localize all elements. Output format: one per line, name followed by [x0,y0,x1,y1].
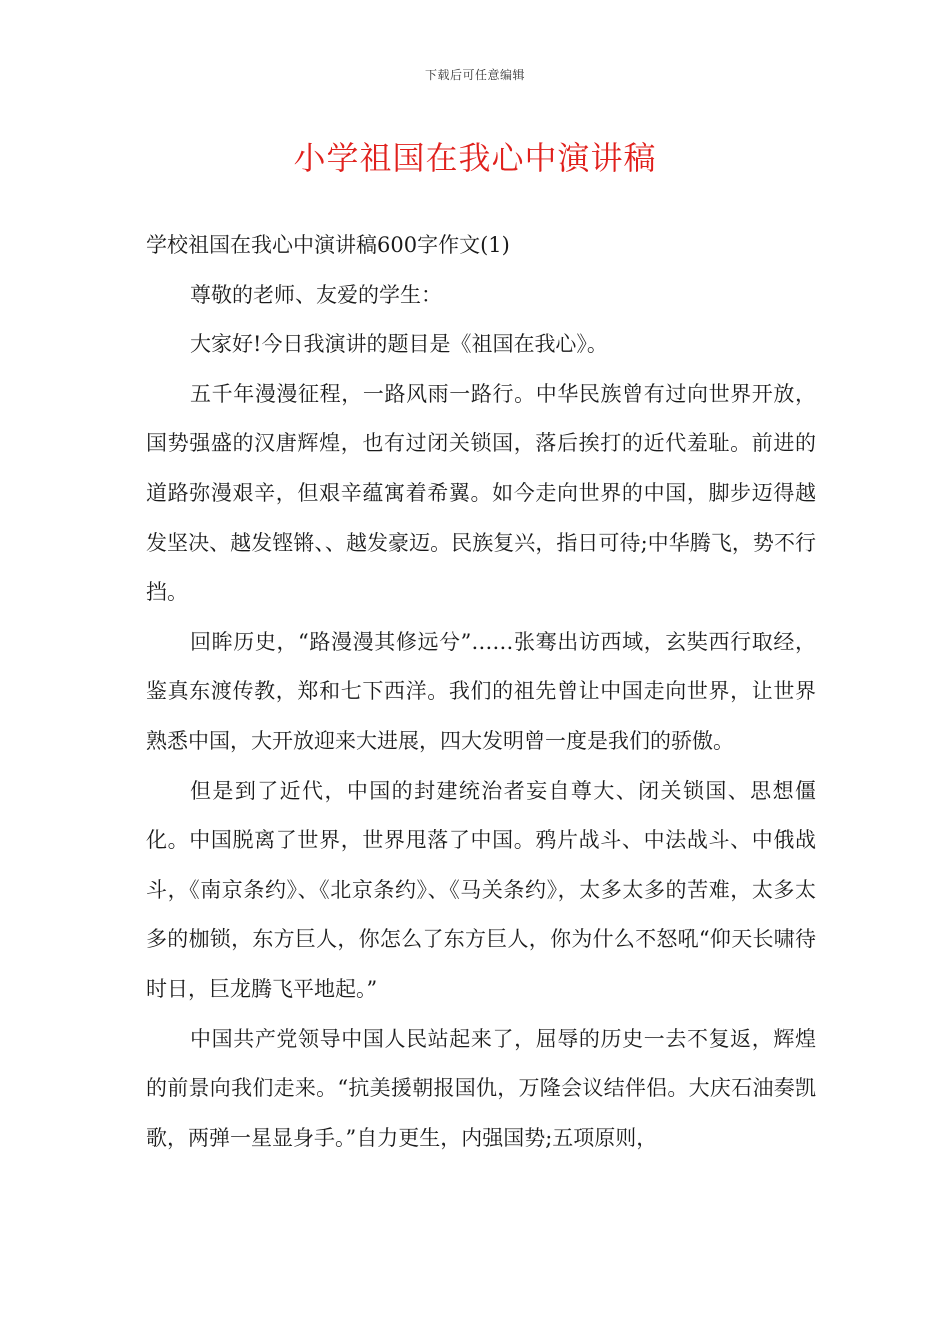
paragraph: 五千年漫漫征程，一路风雨一路行。中华民族曾有过向世界开放，国势强盛的汉唐辉煌，也有过闭关锁国，落后挨打的近代羞耻。前进的道路弥漫艰辛，但艰辛蕴寓着希翼。如今走向世界的中国，脚步迈得越发坚决、越发铿锵、、越发豪迈。民族复兴，指日可待;中华腾飞，势不行挡。 [146,381,816,605]
document-subtitle: 学校祖国在我心中演讲稿600字作文(1) [146,233,510,257]
paragraph-salutation: 尊敬的老师、友爱的学生： [190,282,442,307]
header-note: 下载后可任意编辑 [424,68,525,82]
paragraph: 中国共产党领导中国人民站起来了，屈辱的历史一去不复返，辉煌的前景向我们走来。“抗美援朝报国仇，万隆会议结伴侣。大庆石油奏凯歌，两弹一星显身手。”自力更生，内强国势;五项原则， [146,1026,816,1150]
paragraph: 但是到了近代，中国的封建统治者妄自尊大、闭关锁国、思想僵化。中国脱离了世界，世界甩落了中国。鸦片战斗、中法战斗、中俄战斗，《南京条约》、《北京条约》、《马关条约》，太多太多的苦难，太多太多的枷锁，东方巨人，你怎么了东方巨人，你为什么不怒吼“仰天长啸待时日，巨龙腾飞平地起。” [146,778,816,1001]
paragraph-greeting: 大家好!今日我演讲的题目是《祖国在我心》。 [190,332,608,357]
document-body [146,221,816,1163]
paragraph: 回眸历史，“路漫漫其修远兮”……张骞出访西域，玄奘西行取经，鉴真东渡传教，郑和七下西洋。我们的祖先曾让中国走向世界，让世界熟悉中国，大开放迎来大进展，四大发明曾一度是我们的骄傲。 [146,629,816,753]
document-title: 小学祖国在我心中演讲稿 [293,139,657,177]
